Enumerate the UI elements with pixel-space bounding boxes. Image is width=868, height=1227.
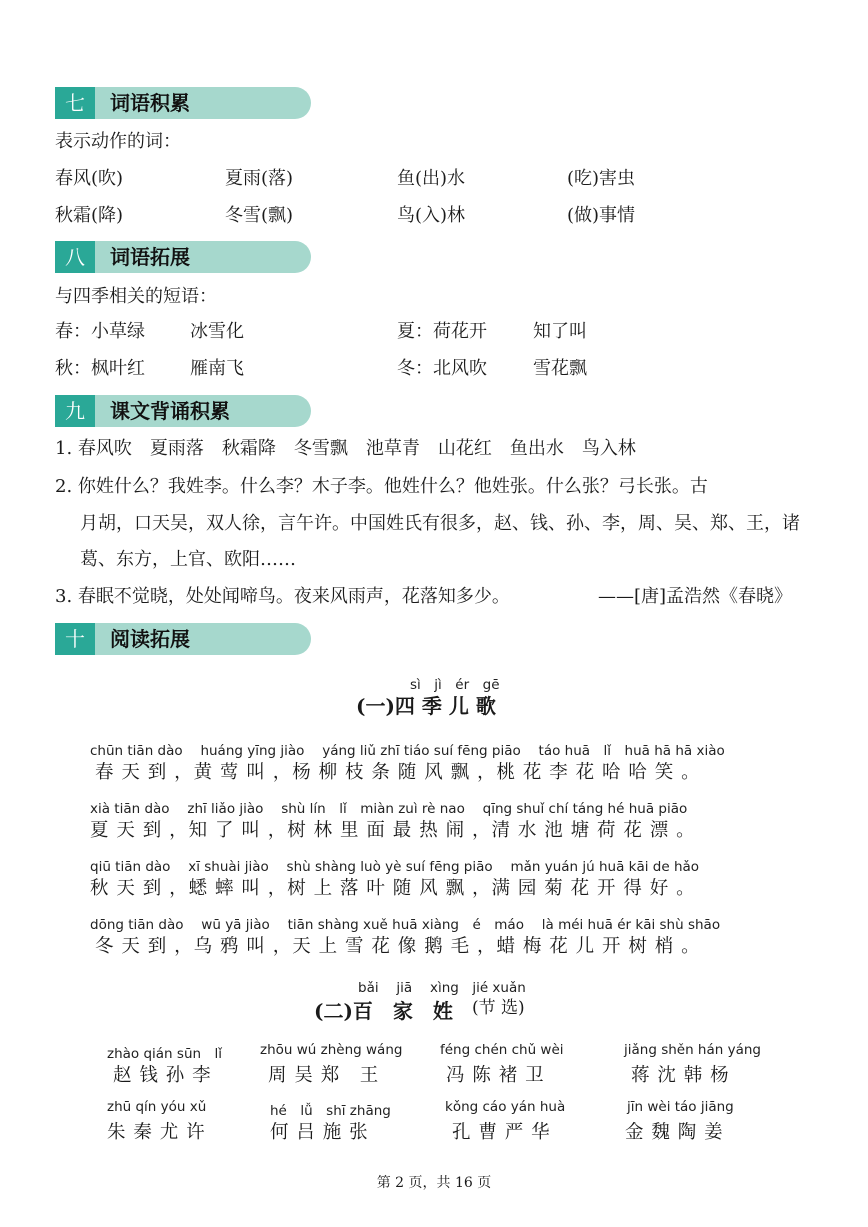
surname-group: 金 魏 陶 姜: [625, 1122, 724, 1143]
s7-word: (做)事情: [567, 205, 636, 226]
poem1-text-line: 夏 天 到 ，知 了 叫 ，树 林 里 面 最 热 闹 ，清 水 池 塘 荷 花 漂 。: [90, 820, 696, 841]
s8-phrase: 夏：荷花开: [397, 321, 487, 342]
surname-pinyin: féng chén chǔ wèi: [440, 1042, 564, 1058]
s7-word: 冬雪(飘): [225, 205, 294, 226]
recite-line-2b: 月胡，口天吴，双人徐，言午许。中国姓氏有很多，赵、钱、孙、李，周、吴、郑、王，诸: [80, 513, 800, 534]
poem1-text-line: 秋 天 到 ，蟋 蟀 叫 ，树 上 落 叶 随 风 飘 ，满 园 菊 花 开 得 好 。: [90, 878, 696, 899]
section-title: 词语积累: [110, 91, 190, 115]
poem2-title: (二)百 家 姓: [314, 999, 453, 1023]
section-number: 七: [55, 87, 95, 119]
surname-group: 孔 曹 严 华: [452, 1122, 551, 1143]
poem-source: ——[唐]孟浩然《春晓》: [598, 586, 793, 607]
poem1-title-pinyin: sì jì ér gē: [410, 677, 500, 693]
section-header-8: [55, 241, 311, 273]
poem1-pinyin-line: chūn tiān dào huáng yīng jiào yáng liǔ zhī tiáo suí fēng piāo táo huā lǐ huā hā hā xiào: [90, 743, 725, 759]
surname-group: 周 吴 郑 王: [268, 1065, 380, 1086]
surname-pinyin: hé lǚ shī zhāng: [270, 1103, 391, 1119]
recite-line-1: 1. 春风吹 夏雨落 秋霜降 冬雪飘 池草青 山花红 鱼出水 鸟入林: [55, 438, 636, 459]
section-number: 十: [55, 623, 95, 655]
surname-pinyin: zhōu wú zhèng wáng: [260, 1042, 403, 1058]
surname-pinyin: zhào qián sūn lǐ: [107, 1046, 223, 1062]
poem2-title-pinyin: bǎi jiā xìng jié xuǎn: [358, 980, 526, 996]
s7-word: 秋霜(降): [55, 205, 124, 226]
surname-pinyin: kǒng cáo yán huà: [445, 1099, 566, 1115]
poem1-pinyin-line: dōng tiān dào wū yā jiào tiān shàng xuě huā xiàng é máo là méi huā ér kāi shù shāo: [90, 917, 721, 933]
surname-pinyin: jiǎng shěn hán yáng: [624, 1042, 761, 1058]
s8-phrase: 秋：枫叶红: [55, 358, 145, 379]
recite-line-3: 3. 春眠不觉晓，处处闻啼鸟。夜来风雨声，花落知多少。: [55, 586, 510, 607]
s7-word: 鱼(出)水: [397, 168, 466, 189]
section-number: 八: [55, 241, 95, 273]
section-title: 阅读拓展: [110, 627, 190, 651]
section-header-7: [55, 87, 311, 119]
surname-group: 何 吕 施 张: [270, 1122, 369, 1143]
section-title: 词语拓展: [110, 245, 190, 269]
s7-word: 春风(吹): [55, 168, 124, 189]
poem1-pinyin-line: xià tiān dào zhī liǎo jiào shù lín lǐ miàn zuì rè nao qīng shuǐ chí táng hé huā piāo: [90, 801, 688, 817]
s7-word: (吃)害虫: [567, 168, 636, 189]
recite-line-2a: 2. 你姓什么？我姓李。什么李？木子李。他姓什么？他姓张。什么张？弓长张。古: [55, 476, 708, 497]
poem2-title-suffix: (节 选): [472, 998, 525, 1018]
section-number: 九: [55, 395, 95, 427]
surname-group: 冯 陈 褚 卫: [446, 1065, 545, 1086]
surname-group: 蒋 沈 韩 杨: [631, 1065, 730, 1086]
s8-phrase: 春：小草绿: [55, 321, 145, 342]
s7-label: 表示动作的词：: [55, 131, 181, 152]
section-title: 课文背诵积累: [110, 399, 230, 423]
surname-group: 赵 钱 孙 李: [113, 1065, 212, 1086]
surname-pinyin: jīn wèi táo jiāng: [627, 1099, 734, 1115]
surname-group: 朱 秦 尤 许: [107, 1122, 206, 1143]
s8-phrase: 知了叫: [533, 321, 587, 342]
poem1-pinyin-line: qiū tiān dào xī shuài jiào shù shàng luò yè suí fēng piāo mǎn yuán jú huā kāi de hǎo: [90, 859, 700, 875]
s8-phrase: 雁南飞: [190, 358, 244, 379]
section-header-10: [55, 623, 311, 655]
s7-word: 夏雨(落): [225, 168, 294, 189]
s8-phrase: 雪花飘: [533, 358, 587, 379]
poem1-title: (一)四 季 儿 歌: [356, 694, 496, 718]
s8-label: 与四季相关的短语：: [55, 286, 217, 307]
s8-phrase: 冰雪化: [190, 321, 244, 342]
poem1-text-line: 春 天 到 ，黄 莺 叫 ，杨 柳 枝 条 随 风 飘 ，桃 花 李 花 哈 哈 笑 。: [95, 762, 701, 783]
surname-pinyin: zhū qín yóu xǔ: [107, 1099, 207, 1115]
page-footer: 第 2 页，共 16 页: [376, 1175, 492, 1191]
section-header-9: [55, 395, 311, 427]
recite-line-2c: 葛、东方，上官、欧阳……: [80, 549, 296, 570]
poem1-text-line: 冬 天 到 ，乌 鸦 叫 ，天 上 雪 花 像 鹅 毛 ，蜡 梅 花 儿 开 树 梢 。: [95, 936, 701, 957]
s8-phrase: 冬：北风吹: [397, 358, 487, 379]
s7-word: 鸟(入)林: [397, 205, 466, 226]
